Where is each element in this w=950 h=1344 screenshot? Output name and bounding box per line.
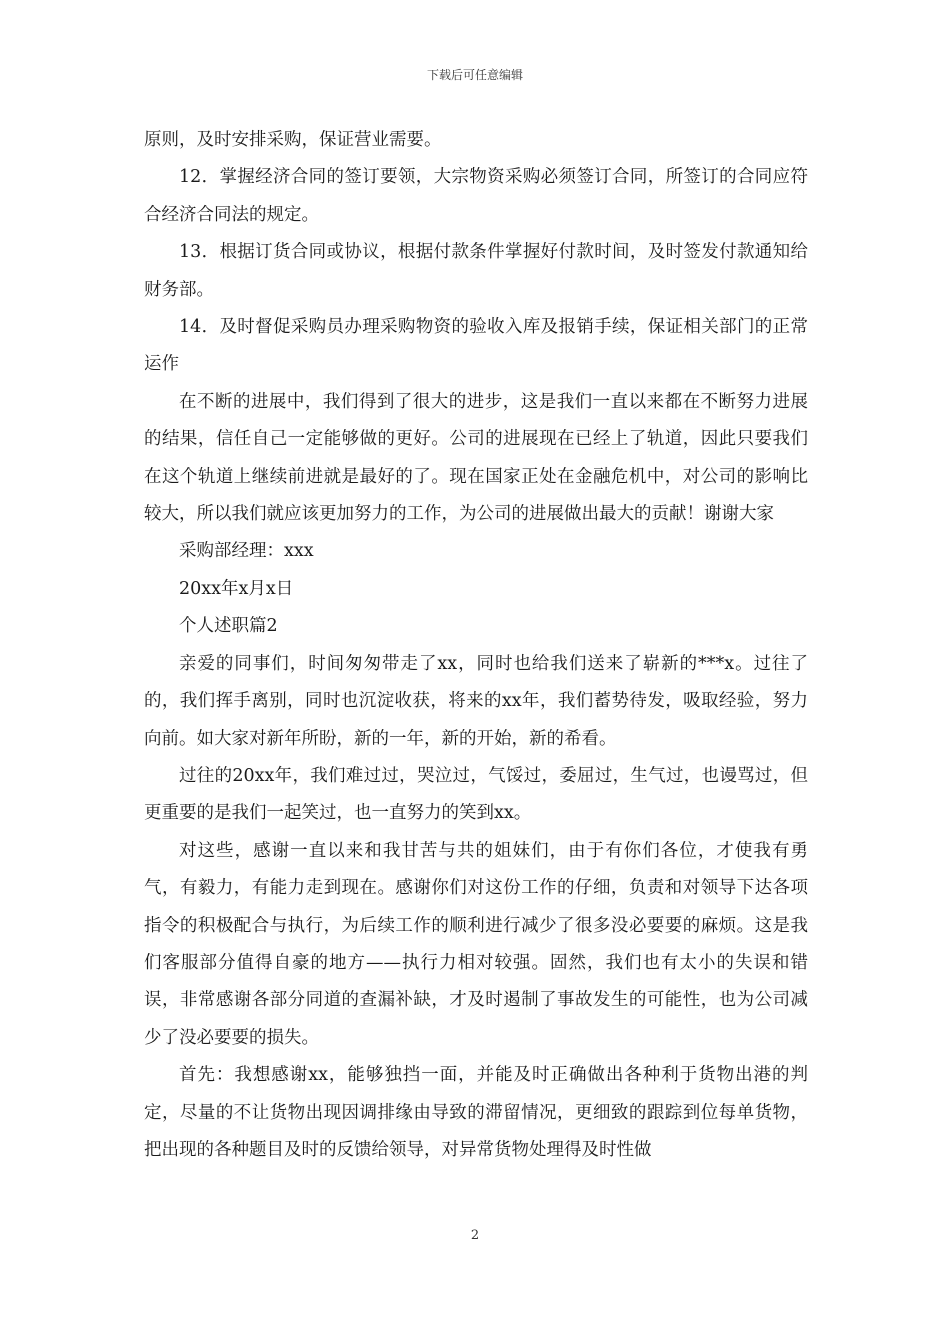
- paragraph: 原则，及时安排采购，保证营业需要。: [144, 130, 442, 150]
- paragraph: 14．及时督促采购员办理采购物资的验收入库及报销手续，保证相关部门的正常运作: [144, 317, 808, 375]
- paragraph: 首先：我想感谢xx，能够独挡一面，并能及时正确做出各种利于货物出港的判定，尽量的不让货物出现因调排缘由导致的滞留情况，更细致的跟踪到位每单货物，把出现的各种题目及时的反馈给领导，对异常货物处理得及时性做: [144, 1065, 808, 1160]
- signature-line: 采购部经理：xxx: [179, 541, 314, 562]
- date-line: 20xx年x月x日: [179, 578, 294, 599]
- paragraph: 对这些，感谢一直以来和我甘苦与共的姐妹们，由于有你们各位，才使我有勇气，有毅力，有能力走到现在。感谢你们对这份工作的仔细，负责和对领导下达各项指令的积极配合与执行，为后续工作的顺利进行减少了很多没必要要的麻烦。这是我们客服部分值得自豪的地方——执行力相对较强。固然，我们也有太小的失误和错误，非常感谢各部分同道的查漏补缺，才及时遏制了事故发生的可能性，也为公司减少了没必要要的损失。: [144, 840, 808, 1048]
- paragraph: 12．掌握经济合同的签订要领，大宗物资采购必须签订合同，所签订的合同应符合经济合同法的规定。: [144, 167, 808, 225]
- paragraph: 亲爱的同事们，时间匆匆带走了xx，同时也给我们送来了崭新的***x。过往了的，我们挥手离别，同时也沉淀收获，将来的xx年，我们蓄势待发，吸取经验，努力向前。如大家对新年所盼，新的一年，新的开始，新的希看。: [144, 653, 808, 749]
- paragraph: 在不断的进展中，我们得到了很大的进步，这是我们一直以来都在不断努力进展的结果，信任自己一定能够做的更好。公司的进展现在已经上了轨道，因此只要我们在这个轨道上继续前进就是最好的了。现在国家正处在金融危机中，对公司的影响比较大，所以我们就应该更加努力的工作，为公司的进展做出最大的贡献！谢谢大家: [144, 391, 808, 525]
- paragraph: 过往的20xx年，我们难过过，哭泣过，气馁过，委屈过，生气过，也谩骂过，但更重要的是我们一起笑过，也一直努力的笑到xx。: [144, 765, 808, 824]
- section-title: 个人述职篇2: [179, 616, 278, 637]
- document-body: [144, 122, 808, 1169]
- page-header: 下载后可任意编辑: [426, 68, 523, 82]
- page-number: 2: [470, 1228, 480, 1243]
- paragraph: 13．根据订货合同或协议，根据付款条件掌握好付款时间，及时签发付款通知给财务部。: [144, 242, 808, 300]
